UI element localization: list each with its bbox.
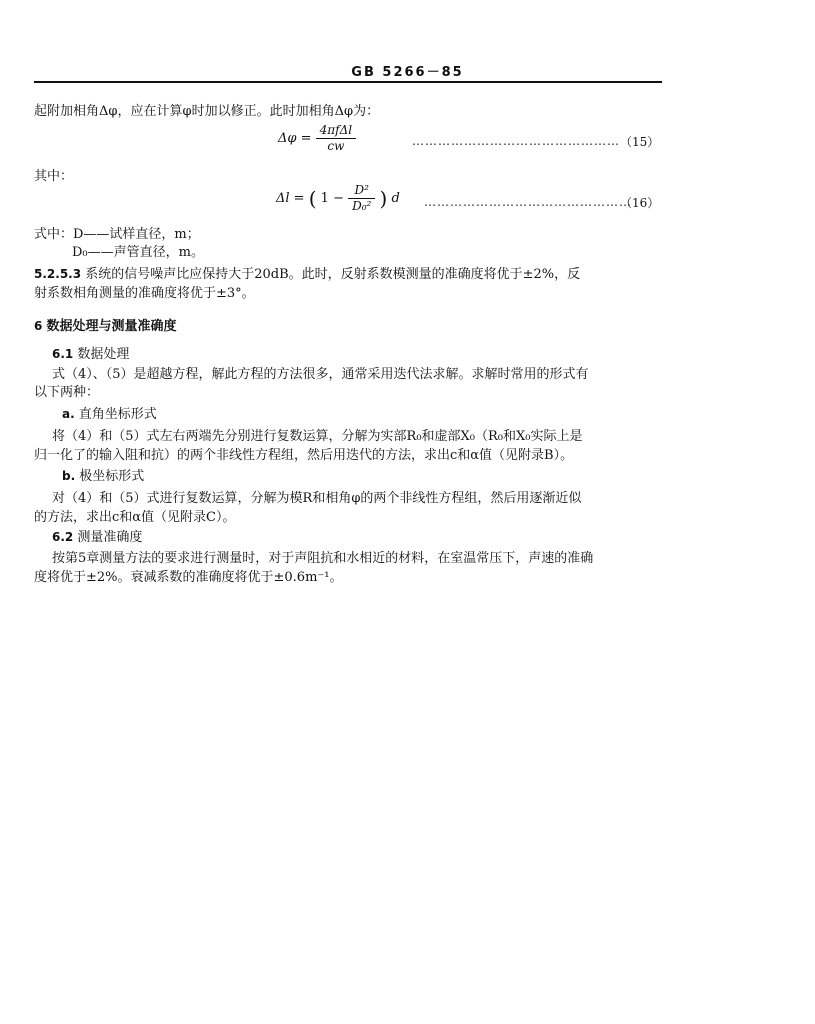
text-line: 度将优于±2%。衰减系数的准确度将优于±0.6m⁻¹。 <box>34 570 343 585</box>
eq15-number: （15） <box>620 135 660 149</box>
eq16-number: （16） <box>620 196 660 210</box>
eq16-one-minus: 1 − <box>320 191 344 206</box>
section-6-2-heading <box>52 529 682 546</box>
section-6-heading <box>34 318 664 335</box>
eq16-fraction <box>348 183 375 214</box>
item-letter: a. <box>62 407 75 421</box>
text-line: 式中：D——试样直径，m； <box>34 227 200 242</box>
item-title: 直角坐标形式 <box>78 407 157 422</box>
section-number: 6 <box>34 319 43 333</box>
item-letter: b. <box>62 469 76 483</box>
text-line: 按第5章测量方法的要求进行测量时，对于声阻抗和水相近的材料，在室温常压下，声速的准确 <box>52 551 594 566</box>
header-rule <box>34 81 662 83</box>
section-number: 6.2 <box>52 530 74 544</box>
eq15-fraction <box>316 123 356 154</box>
item-title: 极坐标形式 <box>79 469 145 484</box>
equation-15 <box>278 123 356 154</box>
eq16-tail: d <box>391 191 400 206</box>
section-title: 数据处理与测量准确度 <box>46 319 177 334</box>
section-6-1-heading <box>52 346 682 363</box>
clause-5-2-5-3 <box>34 266 664 283</box>
clause-text: 系统的信号噪声比应保持大于20dB。此时，反射系数模测量的准确度将优于±2%，反 <box>85 267 581 282</box>
text-line: 的方法，求出c和α值（见附录C）。 <box>34 510 236 525</box>
clause-number: 5.2.5.3 <box>34 267 82 281</box>
text-line: 对（4）和（5）式进行复数运算，分解为模R和相角φ的两个非线性方程组，然后用逐渐近似 <box>52 491 582 506</box>
eq16-numerator: D² <box>354 183 369 197</box>
section-number: 6.1 <box>52 347 74 361</box>
text-line: 归一化了的输入阻和抗）的两个非线性方程组，然后用迭代的方法，求出c和α值（见附录B）。 <box>34 448 574 463</box>
text-line: 起附加相角Δφ，应在计算φ时加以修正。此时加相角Δφ为： <box>34 104 380 119</box>
item-b-heading <box>62 468 692 485</box>
text-line: 射系数相角测量的准确度将优于±3°。 <box>34 286 255 301</box>
section-title: 数据处理 <box>77 347 130 362</box>
eq15-numerator: 4πfΔl <box>319 123 353 137</box>
text-line: D₀——声管直径，m。 <box>72 245 204 260</box>
text-line: 以下两种： <box>34 385 100 400</box>
eq15-leader: ………………………………………… <box>412 134 620 148</box>
eq16-left-paren: ( <box>308 186 317 211</box>
eq16-right-paren: ) <box>379 186 388 211</box>
eq16-denominator: D₀² <box>348 198 375 214</box>
section-title: 测量准确度 <box>77 530 143 545</box>
eq15-denominator: cw <box>316 138 356 154</box>
equation-16 <box>276 183 400 214</box>
eq16-lhs: Δl = <box>276 191 305 206</box>
item-a-heading <box>62 406 692 423</box>
eq15-lhs: Δφ = <box>278 131 312 146</box>
eq16-leader: ………………………………………… <box>424 195 632 209</box>
text-line: 其中： <box>34 169 74 184</box>
text-line: 将（4）和（5）式左右两端先分别进行复数运算，分解为实部R₀和虚部X₀（R₀和X₀实际上是 <box>52 429 583 444</box>
standard-code-header: GB 5266－85 <box>351 65 464 80</box>
text-line: 式（4）、（5）是超越方程，解此方程的方法很多，通常采用迭代法求解。求解时常用的形式有 <box>52 367 589 382</box>
